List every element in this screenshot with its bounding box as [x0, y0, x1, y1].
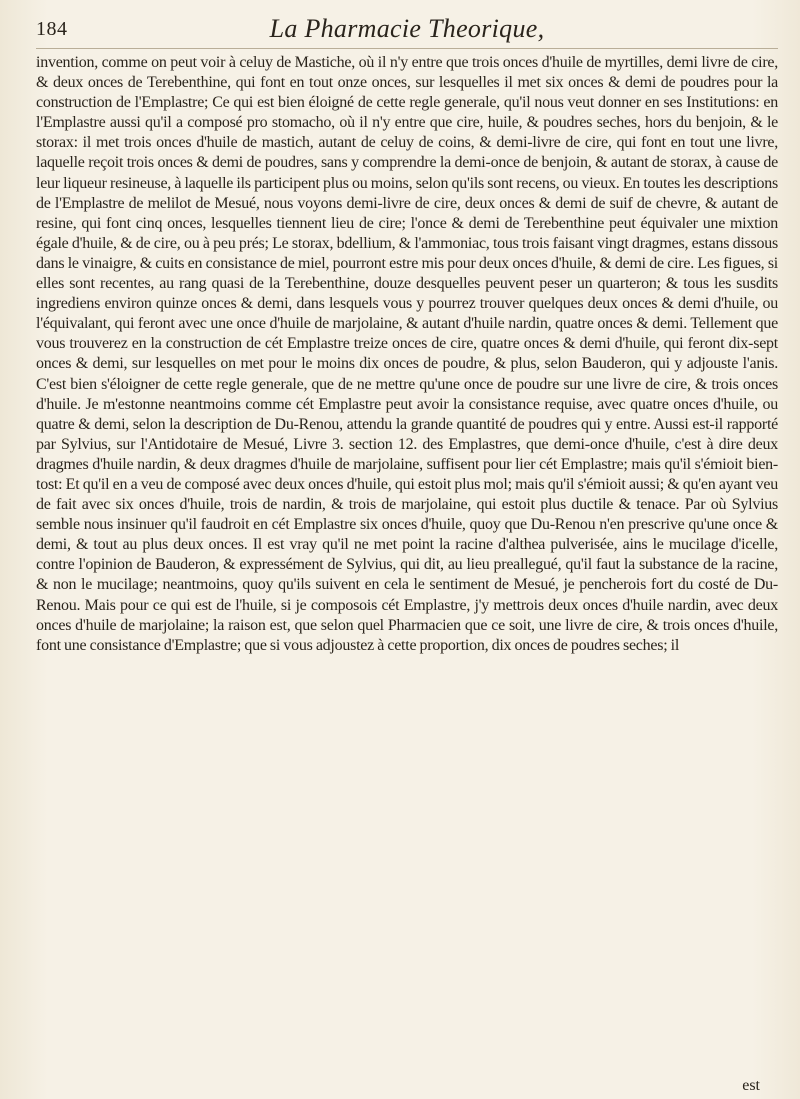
running-title: La Pharmacie Theorique, — [269, 14, 545, 43]
catchword: est — [742, 1077, 760, 1094]
running-head — [36, 14, 778, 49]
page-number: 184 — [36, 18, 68, 40]
body-paragraph: invention, comme on peut voir à celuy de Mastiche, où il n'y entre que trois onces d'huile de myrtilles, demi livre de cire, & deux onces de Terebenthine, qui font en tout onze onces, sur lesquelles il met six onces & demi de poudres pour la construction de l'Emplastre; Ce qui est bien éloigné de cette regle generale, qu'il nous veut donner en ses Institutions: en l'Emplastre aussi qu'il a composé pro stomacho, où il n'y entre que cire, huile, & poudres seches, hors du benjoin, & le storax: il met trois onces d'huile de mastich, autant de celuy de coins, & demi-livre de cire, qui font en tout une livre, laquelle reçoit trois onces & demi de poudres, sans y comprendre la demi-once de benjoin, & autant de storax, à cause de leur liqueur resineuse, à laquelle ils participent plus ou moins, selon qu'ils sont recens, ou vieux. En toutes les descriptions de l'Emplastre de melilot de Mesué, nous voyons demi-livre de cire, deux onces & demi de suif de chevre, & autant de resine, qui font cinq onces, lesquelles tiennent lieu de cire; l'once & demi de Terebenthine peut équivaler une mixtion égale d'huile, & de cire, ou à peu prés; Le storax, bdellium, & l'ammoniac, tous trois faisant vingt dragmes, estans dissous dans le vinaigre, & cuits en consistance de miel, pourront estre mis pour deux onces d'huile, & demi de cire. Les figues, si elles sont recentes, au rang quasi de la Terebenthine, douze desquelles peuvent peser un quarteron; & tous les susdits ingrediens environ quinze onces & demi, dans lesquels vous y pourrez trouver quelques deux onces & demi d'huile, ou l'équivalant, qui feront avec une once d'huile de marjolaine, & autant d'huile nardin, quatre onces & demi. Tellement que vous trouverez en la construction de cét Emplastre treize onces de cire, quatre onces & demi d'huile, qui feront dix-sept onces & demi, sur lesquelles on met pour le moins dix onces de poudre, & plus, selon Bauderon, qui y adjouste l'anis. C'est bien s'éloigner de cette regle generale, que de ne mettre qu'une once de poudre sur une livre de cire, & trois onces d'huile. Je m'estonne neantmoins comme cét Emplastre peut avoir la consistance requise, avec quatre onces d'huile, ou quatre & demi, selon la description de Du-Renou, attendu la grande quantité de poudres qui y entre. Aussi est-il rapporté par Sylvius, sur l'Antidotaire de Mesué, Livre 3. section 12. des Emplastres, que demi-once d'huile, c'est à dire deux dragmes d'huile nardin, & deux dragmes d'huile de marjolaine, suffisent pour lier cét Emplastre; mais qu'il s'émioit bien-tost: Et qu'il en a veu de composé avec deux onces d'huile, qui estoit plus mol; mais qu'il s'émioit aussi; & qu'en ayant veu de fait avec six onces d'huile, trois de nardin, & trois de marjolaine, qui estoit plus ductile & tenace. Par où Sylvius semble nous insinuer qu'il faudroit en cét Emplastre six onces d'huile, quoy que Du-Renou n'en prescrive qu'une once & demi, & tout au plus deux onces. Il est vray qu'il ne met point la racine d'althea pulverisée, ains le mucilage d'icelle, contre l'opinion de Bauderon, & expressément de Sylvius, qui dit, au lieu preallegué, qu'il faut la substance de la racine, & non le mucilage; neantmoins, quoy qu'ils suivent en cela le sentiment de Mesué, je pencherois fort du costé de Du-Renou. Mais pour ce qui est de l'huile, si je composois cét Emplastre, j'y mettrois deux onces d'huile nardin, avec deux onces d'huile de marjolaine; la raison est, que selon quel Pharmacien que ce soit, une livre de cire, & trois onces d'huile, font une consistance d'Emplastre; que si vous adjoustez à cette proportion, dix onces de poudres seches; il — [36, 54, 778, 654]
